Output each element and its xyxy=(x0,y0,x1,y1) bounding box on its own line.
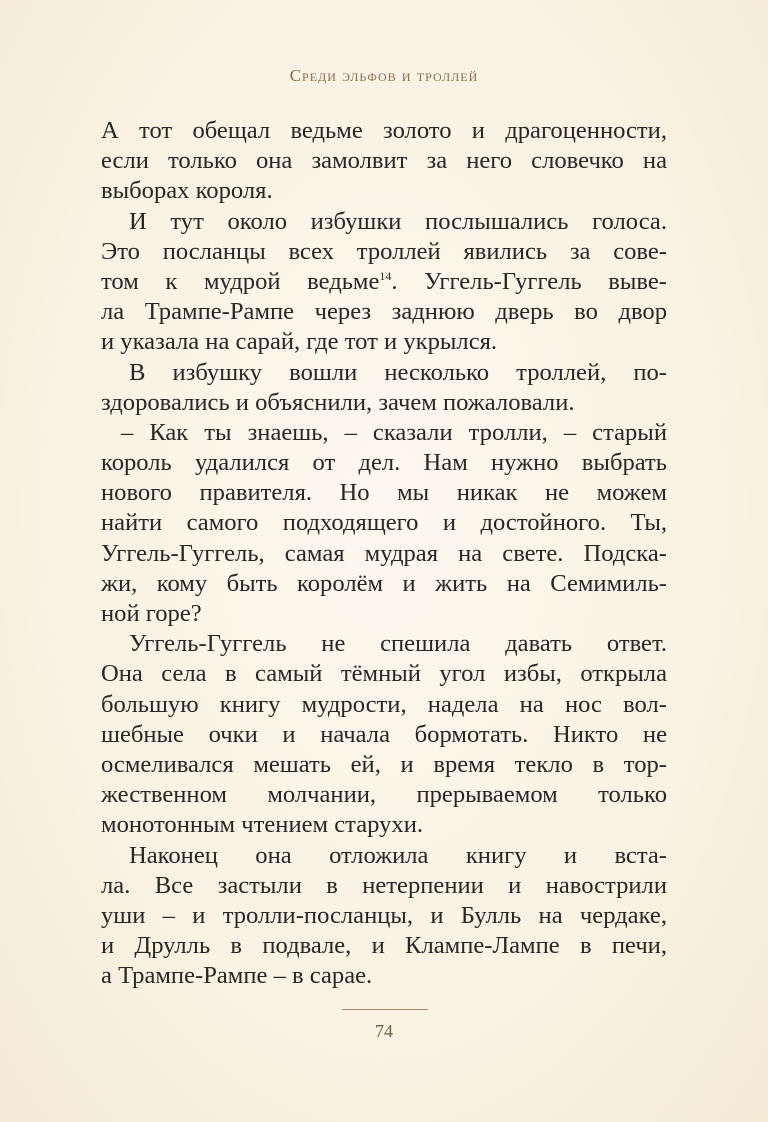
text-line: жественном молчании, прерываемом только xyxy=(101,781,667,809)
text-line-with-footnote: том к мудрой ведьме$^{14}$. Уггель-Гуггель выве- xyxy=(101,267,667,295)
text-line: если только она замолвит за него словечко на xyxy=(101,147,667,175)
paragraph-2 xyxy=(101,207,667,358)
text-line: ной горе? xyxy=(101,600,202,627)
text-line: и указала на сарай, где тот и укрылся. xyxy=(101,328,498,356)
folio-divider xyxy=(342,1009,428,1010)
text-line: Наконец она отложила книгу и вста- xyxy=(129,841,667,869)
footnote-reference[interactable]: 14 xyxy=(379,268,392,283)
text-line: ла Трампе-Рампе через заднюю дверь во двор xyxy=(101,298,667,326)
running-head: Среди эльфов и троллей xyxy=(289,66,479,85)
text-line: найти самого подходящего и достойного. Ты, xyxy=(101,509,667,537)
text-line: А тот обещал ведьме золото и драгоценности, xyxy=(101,117,667,144)
text-fragment: том к мудрой ведьме xyxy=(101,267,380,295)
text-line: здоровались и объяснили, зачем пожаловали. xyxy=(101,388,575,416)
text-line: В избушку вошли несколько троллей, по- xyxy=(129,358,667,386)
text-line: выборах короля. xyxy=(101,177,273,205)
paragraph-4-dialogue xyxy=(101,418,667,629)
paragraph-5 xyxy=(101,629,667,840)
text-line: жи, кому быть королём и жить на Семимиль- xyxy=(101,569,667,597)
text-line: а Трампе-Рампе – в сарае. xyxy=(101,962,373,990)
text-line: Уггель-Гуггель, самая мудрая на свете. Подска- xyxy=(101,539,667,567)
text-line: ла. Все застыли в нетерпении и навострили xyxy=(101,871,667,899)
text-fragment: Уггель-Гуггель выве- xyxy=(424,267,667,295)
page-number: 74 xyxy=(375,1021,393,1041)
paragraph-3 xyxy=(101,358,667,418)
text-line: Она села в самый тёмный угол избы, открыла xyxy=(101,660,667,688)
text-line: монотонным чтением старухи. xyxy=(101,811,424,839)
text-line: осмеливался мешать ей, и время текло в тор- xyxy=(101,750,667,778)
text-line: уши – и тролли-посланцы, и Булль на чердаке, xyxy=(101,901,667,929)
text-line: Уггель-Гуггель не спешила давать ответ. xyxy=(129,630,667,658)
text-line: – Как ты знаешь, – сказали тролли, – старый xyxy=(121,418,667,446)
text-line: Это посланцы всех троллей явились за сове- xyxy=(101,237,667,265)
body-text xyxy=(101,116,667,991)
text-line: король удалился от дел. Нам нужно выбрать xyxy=(101,449,667,477)
text-line: и Друлль в подвале, и Клампе-Лампе в печи, xyxy=(101,932,667,960)
text-line: нового правителя. Но мы никак не можем xyxy=(101,479,667,507)
text-line: шебные очки и начала бормотать. Никто не xyxy=(101,720,667,748)
text-line: И тут около избушки послышались голоса. xyxy=(129,207,667,235)
paragraph-6 xyxy=(101,841,667,992)
paragraph-1 xyxy=(101,116,667,207)
text-line: большую книгу мудрости, надела на нос вол- xyxy=(101,690,667,718)
